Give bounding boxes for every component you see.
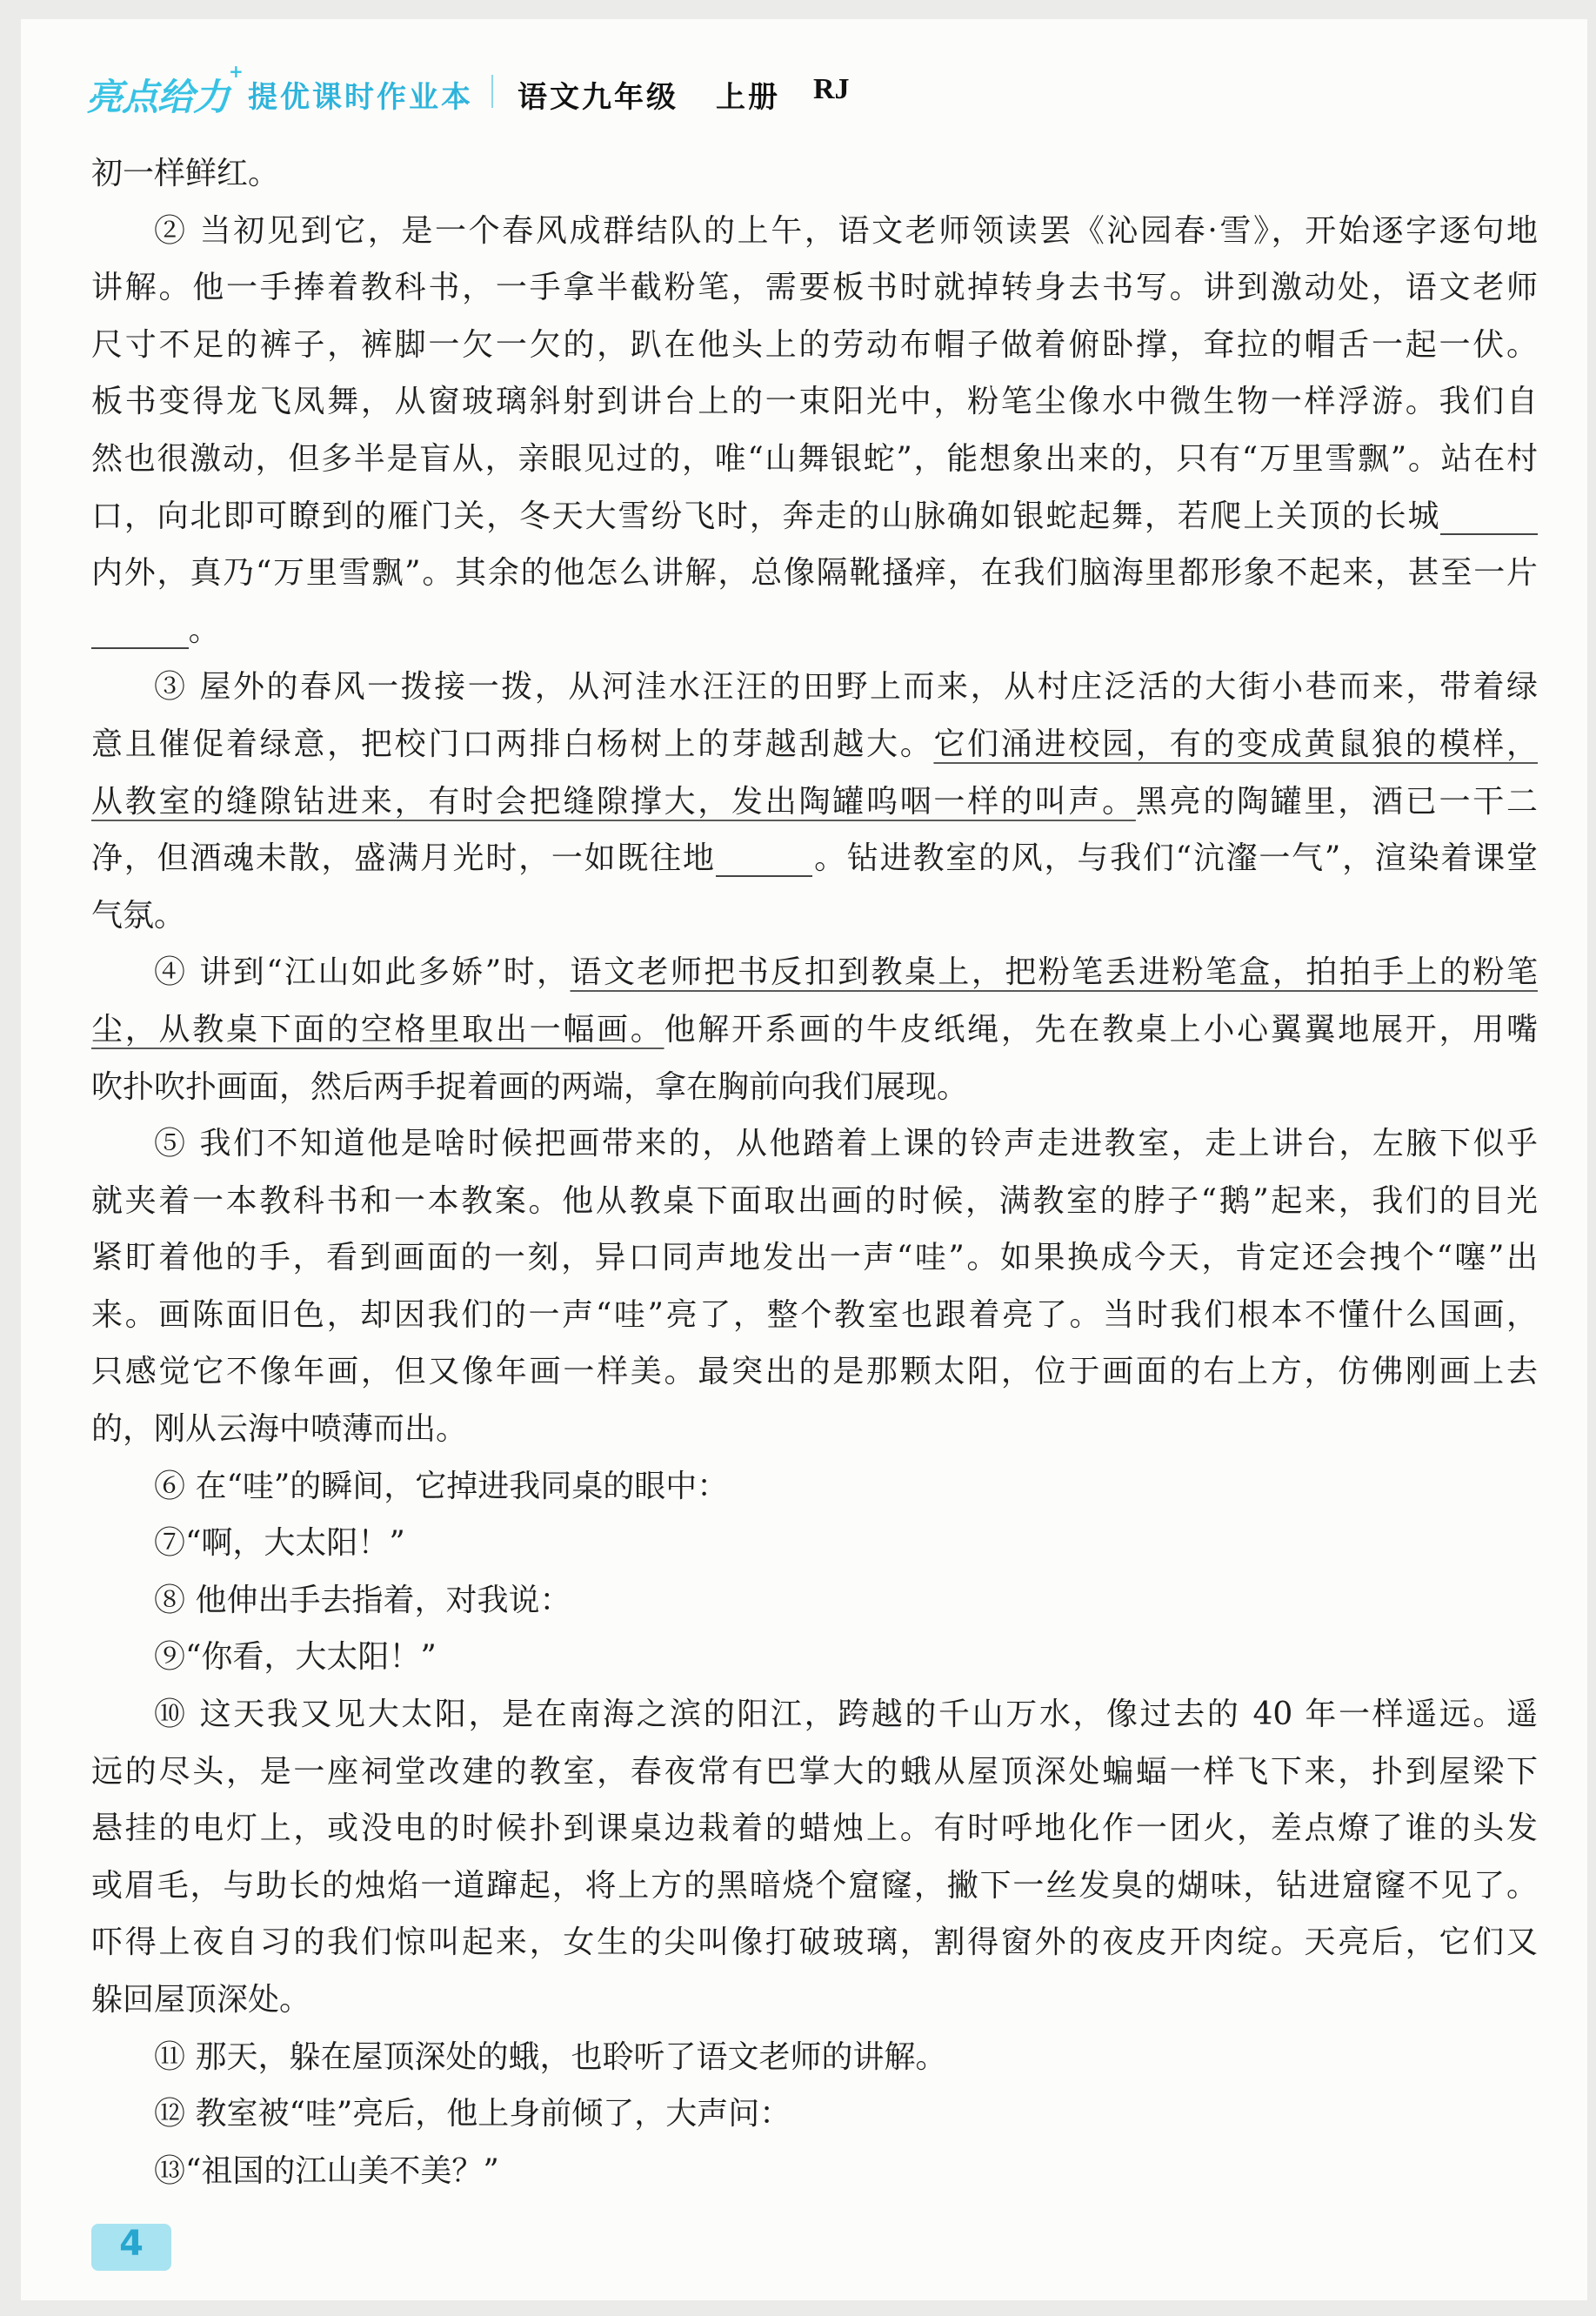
underlined-sentence: 语文老师把书反扣到教桌上，把粉笔丢进粉笔盒，拍拍手上的粉笔 xyxy=(570,954,1538,991)
text-line xyxy=(91,1001,1538,1059)
text-segment: 黑亮的陶罐里，酒已一干二 xyxy=(1135,783,1538,820)
text-segment: 或眉毛，与助长的烛焰一道蹿起，将上方的黑暗烧个窟窿，撇下一丝发臭的煳味，钻进窟窿不见了。 xyxy=(91,1867,1538,1904)
text-line xyxy=(91,773,1538,831)
text-segment: 的，刚从云海中喷薄而出。 xyxy=(91,1411,468,1448)
text-segment: 远的尽头，是一座祠堂改建的教室，春夜常有巴掌大的蛾从屋顶深处蝙蝠一样飞下来，扑到屋梁下 xyxy=(91,1753,1538,1790)
page-number: 4 xyxy=(91,2224,171,2271)
text-line xyxy=(91,1401,1538,1458)
paragraph xyxy=(91,1686,1538,2029)
text-line xyxy=(91,2029,1538,2086)
article-body xyxy=(91,145,1538,2199)
header-divider xyxy=(491,75,493,108)
text-line xyxy=(91,1173,1538,1230)
paragraph xyxy=(91,1629,1538,1686)
text-line xyxy=(91,887,1538,945)
text-segment: 尺寸不足的裤子，裤脚一欠一欠的，趴在他头上的劳动布帽子做着俯卧撑，耷拉的帽舌一起一伏。 xyxy=(91,326,1538,363)
text-segment: 就夹着一本教科书和一本教案。他从教桌下面取出画的时候，满教室的脖子“鹅”起来，我们的目光 xyxy=(91,1182,1538,1219)
text-line xyxy=(91,203,1538,260)
text-line xyxy=(91,373,1538,431)
paragraph xyxy=(91,944,1538,1115)
text-line xyxy=(91,1686,1538,1744)
paragraph xyxy=(91,2085,1538,2143)
text-line xyxy=(91,2143,1538,2200)
answer-blank xyxy=(1440,533,1538,535)
paragraph xyxy=(91,145,1538,203)
text-line xyxy=(91,431,1538,488)
paragraph xyxy=(91,1458,1538,1516)
text-segment: 。 xyxy=(188,612,220,648)
underlined-sentence: 从教室的缝隙钻进来，有时会把缝隙撑大，发出陶罐呜咽一样的叫声。 xyxy=(91,783,1136,820)
text-line xyxy=(91,1800,1538,1857)
paragraph xyxy=(91,203,1538,659)
text-line xyxy=(91,944,1538,1001)
text-line xyxy=(91,145,1538,203)
text-segment: 口，向北即可瞭到的雁门关，冬天大雪纷飞时，奔走的山脉确如银蛇起舞，若爬上关顶的长城 xyxy=(91,498,1441,534)
paragraph xyxy=(91,1572,1538,1630)
text-segment: ⑨“你看，大太阳！” xyxy=(154,1639,437,1676)
text-line xyxy=(91,659,1538,716)
subject-grade: 语文九年级 xyxy=(518,80,678,115)
text-segment: ⑫ 教室被“哇”亮后，他上身前倾了，大声问： xyxy=(154,2096,791,2132)
series-title: 提优课时作业本 xyxy=(248,80,473,115)
text-line xyxy=(91,2085,1538,2143)
text-segment: 净，但酒魂未散，盛满月光时，一如既往地 xyxy=(91,840,716,877)
paragraph xyxy=(91,1515,1538,1572)
text-line xyxy=(91,1515,1538,1572)
paragraph xyxy=(91,2143,1538,2200)
text-segment: 他解开系画的牛皮纸绳，先在教桌上小心翼翼地展开，用嘴 xyxy=(664,1011,1538,1048)
text-segment: ④ 讲到“江山如此多娇”时， xyxy=(154,954,571,991)
text-segment: ⑦“啊，大太阳！” xyxy=(154,1525,405,1562)
paragraph xyxy=(91,1115,1538,1458)
text-line xyxy=(91,1572,1538,1630)
volume-label: 上册 xyxy=(716,80,780,115)
text-line xyxy=(91,1229,1538,1287)
text-line xyxy=(91,1744,1538,1801)
edition-label: RJ xyxy=(813,73,850,105)
brand-logo-plus-mark: + xyxy=(229,61,244,82)
text-segment: ⑧ 他伸出手去指着，对我说： xyxy=(154,1582,571,1618)
text-line xyxy=(91,259,1538,317)
brand-logo: 亮点给力 xyxy=(86,76,230,118)
text-line xyxy=(91,1287,1538,1344)
text-segment: 然也很激动，但多半是盲从，亲眼见过的，唯“山舞银蛇”，能想象出来的，只有“万里雪飘”。站在村 xyxy=(91,440,1538,477)
underlined-sentence: 它们涌进校园，有的变成黄鼠狼的模样， xyxy=(933,726,1538,762)
text-line xyxy=(91,602,1538,659)
text-segment: ③ 屋外的春风一拨接一拨，从河洼水汪汪的田野上而来，从村庄泛活的大街小巷而来，带着绿 xyxy=(154,669,1538,706)
text-segment: 躲回屋顶深处。 xyxy=(91,1982,311,2018)
paragraph xyxy=(91,659,1538,944)
text-line xyxy=(91,1629,1538,1686)
text-segment: 来。画陈面旧色，却因我们的一声“哇”亮了，整个教室也跟着亮了。当时我们根本不懂什么国画， xyxy=(91,1296,1538,1333)
text-line xyxy=(91,1857,1538,1915)
underlined-sentence: 尘，从教桌下面的空格里取出一幅画。 xyxy=(91,1011,664,1048)
text-line xyxy=(91,1343,1538,1401)
text-segment: 紧盯着他的手，看到画面的一刻，异口同声地发出一声“哇”。如果换成今天，肯定还会拽个“噻”出 xyxy=(91,1240,1538,1276)
text-segment: ⑬“祖国的江山美不美？” xyxy=(154,2152,499,2189)
text-line xyxy=(91,716,1538,773)
text-line xyxy=(91,1115,1538,1173)
answer-blank xyxy=(716,875,813,877)
text-segment: ⑥ 在“哇”的瞬间，它掉进我同桌的眼中： xyxy=(154,1468,729,1504)
text-segment: 。钻进教室的风，与我们“沆瀣一气”，渲染着课堂 xyxy=(812,840,1538,877)
text-segment: 吹扑吹扑画面，然后两手捉着画的两端，拿在胸前向我们展现。 xyxy=(91,1068,969,1105)
text-line xyxy=(91,1458,1538,1516)
text-segment: 板书变得龙飞凤舞，从窗玻璃斜射到讲台上的一束阳光中，粉笔尘像水中微生物一样浮游。我们自 xyxy=(91,384,1538,420)
text-segment: ⑩ 这天我又见大太阳，是在南海之滨的阳江，跨越的千山万水，像过去的 40 年一样遥远。遥 xyxy=(154,1697,1538,1733)
text-segment: ⑤ 我们不知道他是啥时候把画带来的，从他踏着上课的铃声走进教室，走上讲台，左腋下似乎 xyxy=(154,1126,1538,1162)
text-line xyxy=(91,317,1538,374)
text-segment: 意且催促着绿意，把校门口两排白杨树上的芽越刮越大。 xyxy=(91,726,934,762)
text-line xyxy=(91,545,1538,602)
text-segment: 吓得上夜自习的我们惊叫起来，女生的尖叫像打破玻璃，割得窗外的夜皮开肉绽。天亮后，它们又 xyxy=(91,1924,1538,1961)
text-line xyxy=(91,830,1538,887)
text-segment: 悬挂的电灯上，或没电的时候扑到课桌边栽着的蜡烛上。有时呼地化作一团火，差点燎了谁的头发 xyxy=(91,1811,1538,1847)
text-line xyxy=(91,488,1538,546)
text-line xyxy=(91,1059,1538,1116)
text-segment: 初一样鲜红。 xyxy=(91,156,280,191)
text-segment: 气氛。 xyxy=(91,897,186,934)
answer-blank xyxy=(91,647,189,649)
paragraph xyxy=(91,2029,1538,2086)
text-segment: 内外，真乃“万里雪飘”。其余的他怎么讲解，总像隔靴搔痒，在我们脑海里都形象不起来，甚至一片 xyxy=(91,555,1538,592)
text-segment: 只感觉它不像年画，但又像年画一样美。最突出的是那颗太阳，位于画面的右上方，仿佛刚画上去 xyxy=(91,1354,1538,1390)
text-segment: ② 当初见到它，是一个春风成群结队的上午，语文老师领读罢《沁园春·雪》，开始逐字逐句地 xyxy=(154,212,1538,249)
text-line xyxy=(91,1971,1538,2029)
text-line xyxy=(91,1914,1538,1971)
text-segment: ⑪ 那天，躲在屋顶深处的蛾，也聆听了语文老师的讲解。 xyxy=(154,2038,947,2075)
text-segment: 讲解。他一手捧着教科书，一手拿半截粉笔，需要板书时就掉转身去书写。讲到激动处，语文老师 xyxy=(91,270,1538,306)
